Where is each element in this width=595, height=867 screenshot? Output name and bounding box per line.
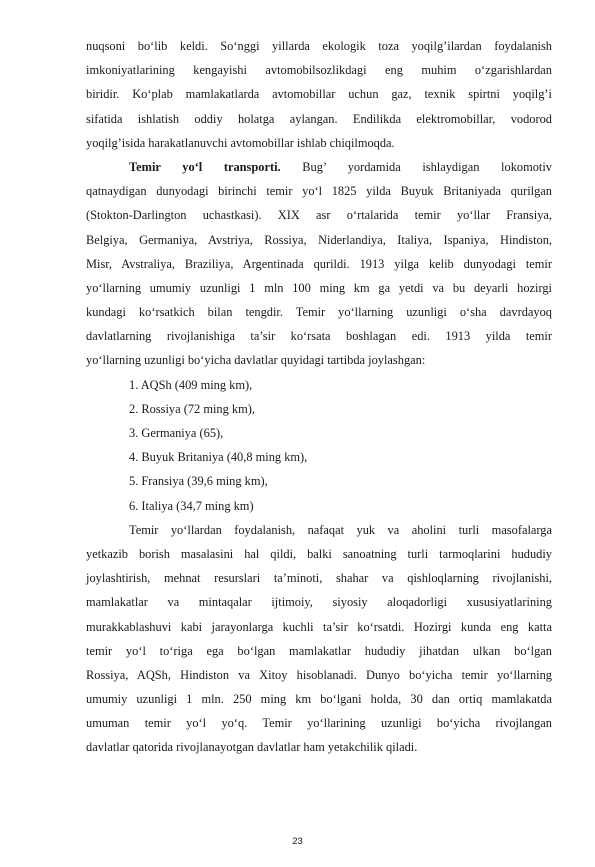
text-line: sifatida ishlatish oddiy holatga aylangan. Endilikda elektromobillar, vodorod [86,111,552,126]
text-line: qatnaydigan dunyodagi birinchi temir yo‘l 1825 yilda Buyuk Britaniyada qurilgan [86,184,552,199]
text-line: mamlakatlar va mintaqalar ijtimoiy, siyosiy aloqadorligi xususiyatlarining [86,595,552,610]
text-line: Rossiya, AQSh, Hindiston va Xitoy hisoblanadi. Dunyo bo‘yicha temir yo‘llarning [86,667,552,682]
text-line: umumiy uzunligi 1 mln. 250 ming km bo‘lgani holda, 30 dan ortiq mamlakatda [86,692,552,707]
text-line: (Stokton-Darlington uchastkasi). XIX asr o‘rtalarida temir yo‘llar Fransiya, [86,208,552,223]
text-line: Misr, Avstraliya, Braziliya, Argentinada qurildi. 1913 yilga kelib dunyodagi temir [86,256,552,271]
paragraph-fuel-innovations [86,34,552,155]
railway-length-ranking-list [86,373,552,518]
list-item: 2. Rossiya (72 ming km), [129,401,255,416]
text-line: yo‘llarning umumiy uzunligi 1 mln 100 ming km ga yetdi va bu deyarli hozirgi [86,280,552,295]
list-item: 1. AQSh (409 ming km), [129,377,253,392]
document-page [86,34,552,760]
paragraph-railway-history [86,155,552,373]
text-line: murakkablashuvi kabi jarayonlarga kuchli ta’sir ko‘rsatdi. Hozirgi kunda eng katta [86,619,552,634]
text-line: yo‘llarning uzunligi bo‘yicha davlatlar quyidagi tartibda joylashgan: [86,353,426,368]
text-line: davlatlarning rivojlanishiga ta’sir ko‘rsata boshlagan edi. 1913 yilda temir [86,329,552,344]
text-line: umuman temir yo‘l yo‘q. Temir yo‘llarining uzunligi bo‘yicha rivojlangan [86,716,552,731]
list-item: 3. Germaniya (65), [129,426,224,440]
text-line: biridir. Ko‘plab mamlakatlarda avtomobillar uchun gaz, texnik spirtni yoqilg’i [86,87,552,102]
text-line-with-heading [86,155,552,179]
list-item: 6. Italiya (34,7 ming km) [129,498,254,513]
text-line: joylashtirish, mehnat resurslari ta’minoti, shahar va qishloqlarning rivojlanishi, [86,571,552,586]
text-line: Temir yo‘llardan foydalanish, nafaqat yuk va aholini turli masofalarga [129,522,552,537]
text-line: davlatlar qatorida rivojlanayotgan davlatlar ham yetakchilik qiladi. [86,740,418,755]
text-line: temir yo‘l to‘riga ega bo‘lgan mamlakatlar hududiy jihatdan ulkan bo‘lgan [86,643,552,658]
list-item: 5. Fransiya (39,6 ming km), [129,474,268,489]
text-fragment: Bug’ yordamida ishlaydigan lokomotiv [280,159,552,174]
text-line: Belgiya, Germaniya, Avstriya, Rossiya, Niderlandiya, Italiya, Ispaniya, Hindiston, [86,232,552,247]
text-line: yetkazib borish masalasini hal qildi, balki sanoatning turli tarmoqlarini hududiy [86,546,552,561]
section-heading: Temir yo‘l transporti. [129,159,281,174]
paragraph-railway-impact [86,518,552,760]
text-line: nuqsoni bo‘lib keldi. So‘nggi yillarda ekologik toza yoqilg’ilardan foydalanish [86,39,552,53]
text-line: yoqilg’isida harakatlanuvchi avtomobillar ishlab chiqilmoqda. [86,135,395,150]
text-line: imkoniyatlarining kengayishi avtomobilsozlikdagi eng muhim o‘zgarishlardan [86,63,552,78]
text-line: kundagi ko‘rsatkich bilan tengdir. Temir yo‘llarning uzunligi o‘sha davrdayoq [86,305,552,320]
page-number: 23 [292,836,303,847]
list-item: 4. Buyuk Britaniya (40,8 ming km), [129,450,308,465]
